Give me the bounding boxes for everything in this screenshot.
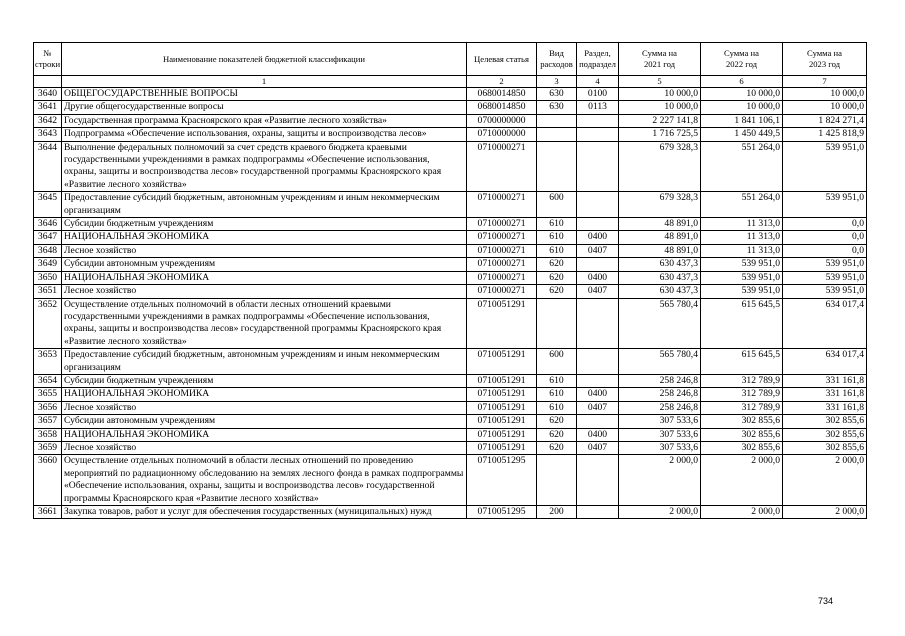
row-sum-2021: 307 533,6 bbox=[619, 428, 701, 441]
row-sum-2022: 539 951,0 bbox=[701, 285, 783, 298]
row-expense-type: 610 bbox=[537, 401, 577, 414]
row-sum-2023: 302 855,6 bbox=[783, 428, 867, 441]
row-target: 0710000271 bbox=[467, 192, 537, 218]
budget-document bbox=[33, 42, 866, 519]
table-row bbox=[34, 231, 867, 244]
table-row bbox=[34, 128, 867, 141]
row-sum-2022: 302 855,6 bbox=[701, 441, 783, 454]
row-sum-2021: 307 533,6 bbox=[619, 441, 701, 454]
row-name: НАЦИОНАЛЬНАЯ ЭКОНОМИКА bbox=[62, 271, 467, 284]
row-expense-type bbox=[537, 141, 577, 192]
row-target: 0680014850 bbox=[467, 88, 537, 101]
row-target: 0710000271 bbox=[467, 218, 537, 231]
row-sum-2023: 634 017,4 bbox=[783, 349, 867, 375]
header-expense-type: Вид расходов bbox=[537, 43, 577, 76]
row-sum-2023: 0,0 bbox=[783, 244, 867, 257]
row-section: 0400 bbox=[577, 271, 619, 284]
row-expense-type bbox=[537, 298, 577, 349]
row-sum-2022: 615 645,5 bbox=[701, 349, 783, 375]
row-section: 0400 bbox=[577, 231, 619, 244]
row-number: 3658 bbox=[34, 428, 62, 441]
row-expense-type bbox=[537, 128, 577, 141]
row-expense-type: 620 bbox=[537, 271, 577, 284]
row-sum-2023: 1 425 818,9 bbox=[783, 128, 867, 141]
row-target: 0710000271 bbox=[467, 244, 537, 257]
row-expense-type bbox=[537, 114, 577, 127]
row-name: Субсидии автономным учреждениям bbox=[62, 258, 467, 271]
row-number: 3640 bbox=[34, 88, 62, 101]
row-number: 3661 bbox=[34, 506, 62, 519]
table-row bbox=[34, 455, 867, 506]
row-sum-2022: 312 789,9 bbox=[701, 374, 783, 387]
row-sum-2023: 10 000,0 bbox=[783, 88, 867, 101]
row-name: Подпрограмма «Обеспечение использования, охраны, защиты и воспроизводства лесов» bbox=[62, 128, 467, 141]
row-number: 3651 bbox=[34, 285, 62, 298]
row-sum-2021: 258 246,8 bbox=[619, 401, 701, 414]
row-sum-2021: 258 246,8 bbox=[619, 374, 701, 387]
table-row bbox=[34, 101, 867, 114]
table-row bbox=[34, 298, 867, 349]
table-row bbox=[34, 349, 867, 375]
row-target: 0710051291 bbox=[467, 428, 537, 441]
row-name: НАЦИОНАЛЬНАЯ ЭКОНОМИКА bbox=[62, 231, 467, 244]
row-sum-2022: 11 313,0 bbox=[701, 244, 783, 257]
column-number: 6 bbox=[701, 76, 783, 88]
row-name: Субсидии бюджетным учреждениям bbox=[62, 374, 467, 387]
row-name: Государственная программа Красноярского края «Развитие лесного хозяйства» bbox=[62, 114, 467, 127]
row-section: 0113 bbox=[577, 101, 619, 114]
row-section bbox=[577, 455, 619, 506]
row-target: 0710000000 bbox=[467, 128, 537, 141]
column-number: 4 bbox=[577, 76, 619, 88]
column-number: 3 bbox=[537, 76, 577, 88]
row-sum-2023: 302 855,6 bbox=[783, 415, 867, 428]
row-number: 3643 bbox=[34, 128, 62, 141]
row-sum-2021: 307 533,6 bbox=[619, 415, 701, 428]
row-number: 3644 bbox=[34, 141, 62, 192]
row-sum-2023: 331 161,8 bbox=[783, 401, 867, 414]
table-row bbox=[34, 218, 867, 231]
row-section bbox=[577, 114, 619, 127]
row-sum-2023: 539 951,0 bbox=[783, 285, 867, 298]
row-sum-2021: 565 780,4 bbox=[619, 298, 701, 349]
row-target: 0710051291 bbox=[467, 401, 537, 414]
row-sum-2023: 1 824 271,4 bbox=[783, 114, 867, 127]
row-name: Закупка товаров, работ и услуг для обеспечения государственных (муниципальных) нужд bbox=[62, 506, 467, 519]
row-sum-2022: 2 000,0 bbox=[701, 506, 783, 519]
row-expense-type: 600 bbox=[537, 192, 577, 218]
row-section bbox=[577, 415, 619, 428]
row-section bbox=[577, 374, 619, 387]
row-name: ОБЩЕГОСУДАРСТВЕННЫЕ ВОПРОСЫ bbox=[62, 88, 467, 101]
row-section: 0100 bbox=[577, 88, 619, 101]
row-sum-2022: 11 313,0 bbox=[701, 231, 783, 244]
row-sum-2022: 312 789,9 bbox=[701, 388, 783, 401]
row-number: 3646 bbox=[34, 218, 62, 231]
row-expense-type: 630 bbox=[537, 88, 577, 101]
row-sum-2022: 302 855,6 bbox=[701, 415, 783, 428]
row-sum-2021: 10 000,0 bbox=[619, 88, 701, 101]
row-number: 3659 bbox=[34, 441, 62, 454]
row-name: Лесное хозяйство bbox=[62, 285, 467, 298]
row-section bbox=[577, 141, 619, 192]
row-section: 0407 bbox=[577, 285, 619, 298]
row-sum-2021: 48 891,0 bbox=[619, 231, 701, 244]
row-number: 3642 bbox=[34, 114, 62, 127]
table-row bbox=[34, 88, 867, 101]
header-sum-2023: Сумма на 2023 год bbox=[783, 43, 867, 76]
row-expense-type: 630 bbox=[537, 101, 577, 114]
row-section bbox=[577, 506, 619, 519]
row-expense-type: 620 bbox=[537, 415, 577, 428]
table-header-row bbox=[34, 43, 867, 76]
table-row bbox=[34, 114, 867, 127]
row-sum-2022: 10 000,0 bbox=[701, 88, 783, 101]
row-name: Выполнение федеральных полномочий за счет средств краевого бюджета краевыми государственными учреждениями в рамках подпрограммы «Обеспечение использования, охраны, защиты и воспроизводства лесов» государственной программы Красноярского края «Развитие лесного хозяйства» bbox=[62, 141, 467, 192]
row-expense-type: 620 bbox=[537, 441, 577, 454]
row-number: 3660 bbox=[34, 455, 62, 506]
header-sum-2022: Сумма на 2022 год bbox=[701, 43, 783, 76]
row-name: Лесное хозяйство bbox=[62, 401, 467, 414]
row-section bbox=[577, 349, 619, 375]
row-name: Субсидии автономным учреждениям bbox=[62, 415, 467, 428]
row-section bbox=[577, 192, 619, 218]
row-target: 0710051295 bbox=[467, 506, 537, 519]
table-row bbox=[34, 192, 867, 218]
row-target: 0710051295 bbox=[467, 455, 537, 506]
row-section: 0400 bbox=[577, 388, 619, 401]
row-sum-2022: 11 313,0 bbox=[701, 218, 783, 231]
row-number: 3641 bbox=[34, 101, 62, 114]
row-sum-2022: 539 951,0 bbox=[701, 271, 783, 284]
column-number: 5 bbox=[619, 76, 701, 88]
row-target: 0710051291 bbox=[467, 374, 537, 387]
column-number: 7 bbox=[783, 76, 867, 88]
row-target: 0710000271 bbox=[467, 141, 537, 192]
row-sum-2022: 539 951,0 bbox=[701, 258, 783, 271]
row-expense-type: 600 bbox=[537, 349, 577, 375]
row-target: 0710000271 bbox=[467, 258, 537, 271]
row-sum-2021: 10 000,0 bbox=[619, 101, 701, 114]
page-number: 734 bbox=[818, 596, 834, 606]
row-sum-2021: 1 716 725,5 bbox=[619, 128, 701, 141]
row-sum-2023: 2 000,0 bbox=[783, 455, 867, 506]
row-section: 0407 bbox=[577, 441, 619, 454]
header-name: Наименование показателей бюджетной классификации bbox=[62, 43, 467, 76]
row-sum-2022: 615 645,5 bbox=[701, 298, 783, 349]
row-sum-2021: 2 227 141,8 bbox=[619, 114, 701, 127]
row-expense-type: 200 bbox=[537, 506, 577, 519]
header-section: Раздел, подраздел bbox=[577, 43, 619, 76]
row-sum-2021: 2 000,0 bbox=[619, 506, 701, 519]
column-number: 1 bbox=[62, 76, 467, 88]
row-section: 0400 bbox=[577, 428, 619, 441]
row-sum-2023: 2 000,0 bbox=[783, 506, 867, 519]
row-section bbox=[577, 128, 619, 141]
table-row bbox=[34, 271, 867, 284]
row-expense-type: 610 bbox=[537, 244, 577, 257]
table-row bbox=[34, 244, 867, 257]
row-name: НАЦИОНАЛЬНАЯ ЭКОНОМИКА bbox=[62, 388, 467, 401]
row-expense-type bbox=[537, 455, 577, 506]
row-number: 3657 bbox=[34, 415, 62, 428]
table-row bbox=[34, 258, 867, 271]
row-sum-2021: 48 891,0 bbox=[619, 244, 701, 257]
table-row bbox=[34, 401, 867, 414]
row-sum-2022: 10 000,0 bbox=[701, 101, 783, 114]
table-row bbox=[34, 285, 867, 298]
row-expense-type: 610 bbox=[537, 218, 577, 231]
header-row-no: № строки bbox=[34, 43, 62, 76]
row-section bbox=[577, 258, 619, 271]
row-target: 0710000271 bbox=[467, 285, 537, 298]
row-sum-2021: 48 891,0 bbox=[619, 218, 701, 231]
row-name: Лесное хозяйство bbox=[62, 441, 467, 454]
row-sum-2021: 630 437,3 bbox=[619, 271, 701, 284]
row-target: 0700000000 bbox=[467, 114, 537, 127]
row-sum-2022: 1 450 449,5 bbox=[701, 128, 783, 141]
row-name: Другие общегосударственные вопросы bbox=[62, 101, 467, 114]
table-row bbox=[34, 388, 867, 401]
row-sum-2023: 302 855,6 bbox=[783, 441, 867, 454]
row-sum-2021: 630 437,3 bbox=[619, 258, 701, 271]
budget-table bbox=[33, 42, 867, 519]
row-target: 0710051291 bbox=[467, 298, 537, 349]
row-sum-2023: 539 951,0 bbox=[783, 141, 867, 192]
row-name: Предоставление субсидий бюджетным, автономным учреждениям и иным некоммерческим организациям bbox=[62, 349, 467, 375]
row-name: Осуществление отдельных полномочий в области лесных отношений по проведению мероприятий по радиационному обследованию на землях лесного фонда в рамках подпрограммы «Обеспечение использования, охраны, защиты и воспроизводства лесов» государственной программы Красноярского края «Развитие лесного хозяйства» bbox=[62, 455, 467, 506]
row-sum-2023: 0,0 bbox=[783, 218, 867, 231]
row-name: Субсидии бюджетным учреждениям bbox=[62, 218, 467, 231]
table-row bbox=[34, 441, 867, 454]
row-sum-2021: 565 780,4 bbox=[619, 349, 701, 375]
row-expense-type: 610 bbox=[537, 388, 577, 401]
row-section: 0407 bbox=[577, 244, 619, 257]
header-target: Целевая статья bbox=[467, 43, 537, 76]
row-section: 0407 bbox=[577, 401, 619, 414]
row-number: 3653 bbox=[34, 349, 62, 375]
row-sum-2023: 10 000,0 bbox=[783, 101, 867, 114]
row-number: 3649 bbox=[34, 258, 62, 271]
row-number: 3650 bbox=[34, 271, 62, 284]
row-expense-type: 620 bbox=[537, 285, 577, 298]
table-row bbox=[34, 428, 867, 441]
row-expense-type: 620 bbox=[537, 258, 577, 271]
column-number bbox=[34, 76, 62, 88]
row-target: 0680014850 bbox=[467, 101, 537, 114]
row-sum-2021: 679 328,3 bbox=[619, 192, 701, 218]
row-name: Осуществление отдельных полномочий в области лесных отношений краевыми государственными учреждениями в рамках подпрограммы «Обеспечение использования, охраны, защиты и воспроизводства лесов» государственной программы Красноярского края «Развитие лесного хозяйства» bbox=[62, 298, 467, 349]
row-sum-2021: 2 000,0 bbox=[619, 455, 701, 506]
row-sum-2022: 551 264,0 bbox=[701, 141, 783, 192]
row-expense-type: 610 bbox=[537, 231, 577, 244]
row-number: 3647 bbox=[34, 231, 62, 244]
row-section bbox=[577, 218, 619, 231]
column-numbers-row bbox=[34, 76, 867, 88]
row-sum-2022: 302 855,6 bbox=[701, 428, 783, 441]
row-target: 0710000271 bbox=[467, 271, 537, 284]
table-row bbox=[34, 374, 867, 387]
table-row bbox=[34, 415, 867, 428]
row-number: 3652 bbox=[34, 298, 62, 349]
row-sum-2023: 539 951,0 bbox=[783, 271, 867, 284]
header-sum-2021: Сумма на 2021 год bbox=[619, 43, 701, 76]
row-name: Лесное хозяйство bbox=[62, 244, 467, 257]
row-target: 0710051291 bbox=[467, 415, 537, 428]
row-target: 0710051291 bbox=[467, 441, 537, 454]
row-sum-2022: 551 264,0 bbox=[701, 192, 783, 218]
row-section bbox=[577, 298, 619, 349]
row-sum-2021: 258 246,8 bbox=[619, 388, 701, 401]
row-sum-2021: 630 437,3 bbox=[619, 285, 701, 298]
row-target: 0710000271 bbox=[467, 231, 537, 244]
row-sum-2023: 331 161,8 bbox=[783, 388, 867, 401]
row-sum-2023: 539 951,0 bbox=[783, 258, 867, 271]
row-number: 3654 bbox=[34, 374, 62, 387]
table-row bbox=[34, 141, 867, 192]
row-sum-2023: 634 017,4 bbox=[783, 298, 867, 349]
row-sum-2022: 1 841 106,1 bbox=[701, 114, 783, 127]
row-expense-type: 620 bbox=[537, 428, 577, 441]
row-name: Предоставление субсидий бюджетным, автономным учреждениям и иным некоммерческим организациям bbox=[62, 192, 467, 218]
row-expense-type: 610 bbox=[537, 374, 577, 387]
column-number: 2 bbox=[467, 76, 537, 88]
row-sum-2023: 0,0 bbox=[783, 231, 867, 244]
row-number: 3655 bbox=[34, 388, 62, 401]
row-sum-2022: 312 789,9 bbox=[701, 401, 783, 414]
row-sum-2021: 679 328,3 bbox=[619, 141, 701, 192]
row-number: 3656 bbox=[34, 401, 62, 414]
row-target: 0710051291 bbox=[467, 388, 537, 401]
table-row bbox=[34, 506, 867, 519]
row-sum-2022: 2 000,0 bbox=[701, 455, 783, 506]
row-sum-2023: 331 161,8 bbox=[783, 374, 867, 387]
row-sum-2023: 539 951,0 bbox=[783, 192, 867, 218]
row-target: 0710051291 bbox=[467, 349, 537, 375]
row-number: 3648 bbox=[34, 244, 62, 257]
row-name: НАЦИОНАЛЬНАЯ ЭКОНОМИКА bbox=[62, 428, 467, 441]
row-number: 3645 bbox=[34, 192, 62, 218]
